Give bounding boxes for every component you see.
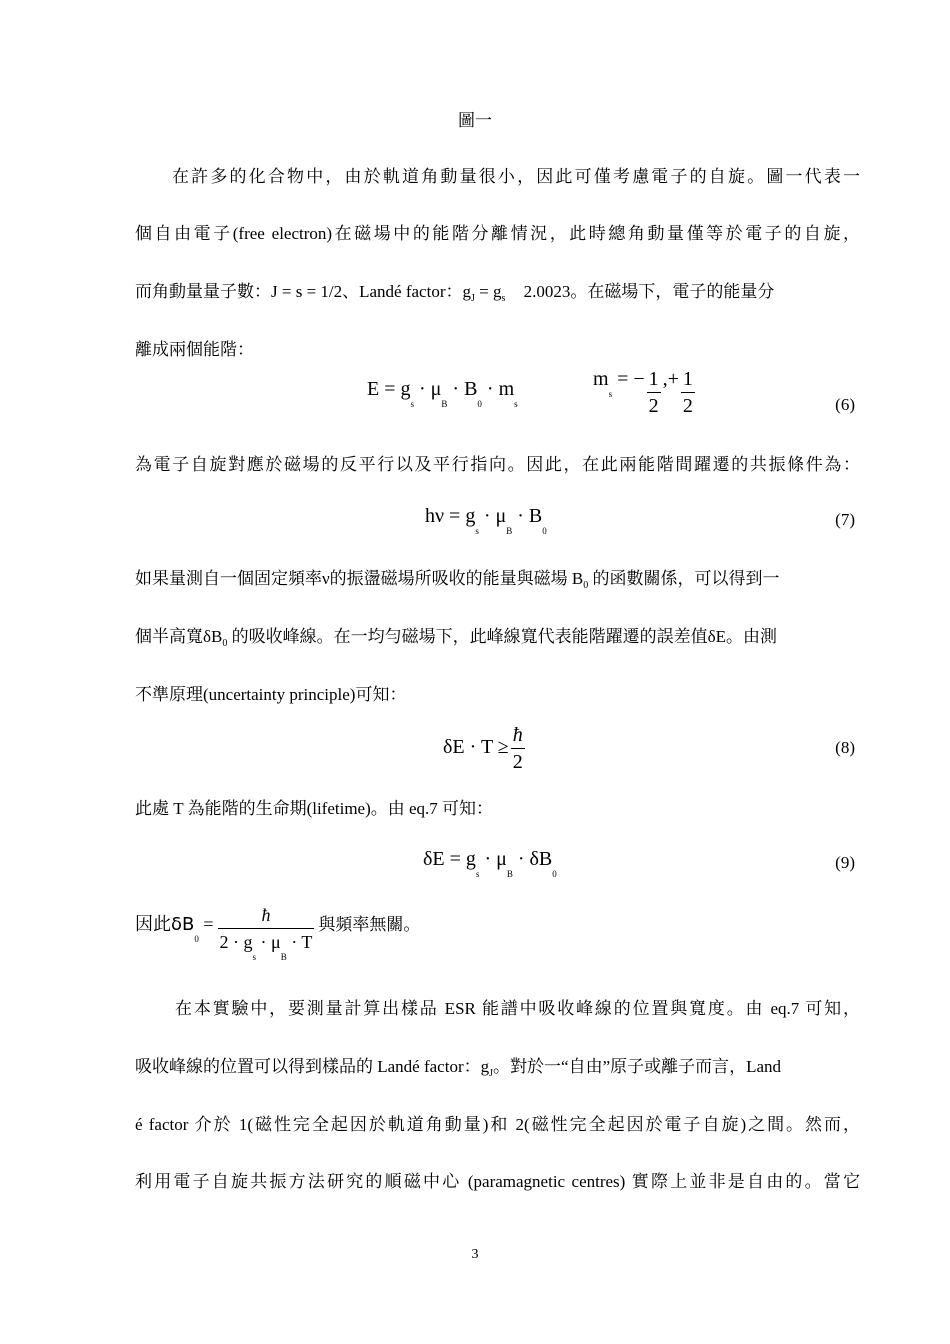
equation-6 — [367, 378, 518, 409]
eq7-sub-0: 0 — [542, 526, 547, 536]
equation-7-number: (7) — [835, 510, 855, 529]
equation-10-line — [135, 902, 421, 962]
eq10-suffix: 與頻率無關。 — [318, 915, 421, 936]
paragraph-1-line-3-b: = g — [474, 282, 502, 301]
subscript-s: s — [501, 293, 506, 304]
eq6-mu: · μ — [414, 378, 442, 400]
eq8-fraction: $\frac{ħ}{2}$ — [512, 724, 523, 773]
eq6-sub-s: s — [410, 399, 415, 409]
paragraph-1-line-1: 在許多的化合物中，由於軌道角動量很小，因此可僅考慮電子的自旋。圖一代表一 — [172, 167, 860, 187]
equation-8 — [443, 722, 527, 775]
eq6-b0: · B — [447, 378, 478, 400]
eq8-lhs: δE · T ≥ — [443, 736, 509, 759]
eq7-b: · B — [512, 505, 543, 527]
eq6-fraction-1: $\frac{1}{2}$ — [648, 368, 659, 417]
equation-6-spin-values — [593, 366, 697, 419]
paragraph-5-line-1: 在本實驗中，要測量計算出樣品 ESR 能譜中吸收峰線的位置與寬度。由 eq.7 可知， — [175, 999, 860, 1018]
paragraph-3-sub-0b: 0 — [222, 638, 228, 649]
paragraph-5-line-4: 利用電子自旋共振方法研究的順磁中心 (paramagnetic centres) 實際上並非是自由的。當它 — [135, 1172, 860, 1191]
equation-8-number: (8) — [835, 738, 855, 757]
eq6-sub-B: B — [441, 399, 448, 409]
eq9-sub-B: B — [506, 869, 513, 879]
paragraph-3-line-1-b: 的函數關係，可以得到一 — [588, 569, 780, 588]
eq6-comma-plus: ,+ — [662, 368, 679, 391]
eq10-prefix: 因此δB — [135, 914, 195, 936]
paragraph-1-line-2: 個自由電子(free electron)在磁場中的能階分離情況，此時總角動量僅等於電子的自旋， — [135, 224, 860, 243]
paragraph-3-sub-0: 0 — [583, 580, 589, 591]
paragraph-3-line-2 — [135, 625, 860, 652]
eq6-ms-sub: s — [608, 389, 613, 400]
paragraph-2: 為電子自旋對應於磁場的反平行以及平行指向。因此，在此兩能階間躍遷的共振條件為： — [135, 455, 860, 475]
paragraph-3-line-1-a: 如果量測自一個固定頻率ν的振盪磁場所吸收的能量與磁場 B — [135, 569, 584, 588]
eq6-sub-0: 0 — [477, 399, 482, 409]
eq6-fraction-2: $\frac{1}{2}$ — [682, 368, 693, 417]
eq6-equals: = − — [612, 368, 645, 391]
paragraph-3-line-2-b: 的吸收峰線。在一均勻磁場下，此峰線寬代表能階躍遷的誤差值δE。由測 — [227, 627, 778, 646]
eq10-fraction: $\frac{ħ}{2 \cdot g_s \cdot \mu_B \cdot T}$ — [219, 905, 313, 962]
eq9-lhs: δE = g — [423, 848, 476, 870]
paragraph-5-line-2-a: 吸收峰線的位置可以得到樣品的 Landé factor：g — [135, 1057, 490, 1076]
eq9-sub-0: 0 — [552, 869, 557, 879]
eq10-equals: = — [198, 914, 214, 935]
eq6-m: · m — [481, 378, 515, 400]
paragraph-5-sub-J: J — [489, 1068, 494, 1079]
equation-6-number: (6) — [835, 395, 855, 414]
paragraph-5-line-3: é factor 介於 1(磁性完全起因於軌道角動量)和 2(磁性完全起因於電子自旋)之間。然而， — [135, 1115, 860, 1134]
eq6-ms: m — [593, 368, 609, 391]
eq7-lhs: hν = g — [425, 505, 476, 527]
paragraph-3-line-1 — [135, 567, 860, 594]
eq9-db: · δB — [512, 848, 553, 870]
paragraph-4: 此處 T 為能階的生命期(lifetime)。由 eq.7 可知： — [135, 799, 494, 818]
paragraph-1-line-3 — [135, 280, 860, 307]
eq7-mu: · μ — [478, 505, 507, 527]
paragraph-5-line-2 — [135, 1055, 860, 1082]
paragraph-3-line-2-a: 個半高寬δB — [135, 627, 223, 646]
eq9-sub-s: s — [475, 869, 480, 879]
paragraph-1-line-3-c: 2.0023。在磁場下，電子的能量分 — [519, 282, 775, 301]
page-number: 3 — [471, 1247, 479, 1262]
paragraph-3-line-3: 不準原理(uncertainty principle)可知： — [135, 685, 407, 704]
subscript-J: J — [471, 293, 475, 304]
eq7-sub-s: s — [475, 526, 479, 536]
paragraph-1-line-4: 離成兩個能階： — [135, 340, 254, 360]
eq6-lhs: E = g — [367, 378, 411, 400]
figure-caption: 圖一 — [458, 111, 492, 131]
equation-7 — [425, 505, 547, 536]
equation-9 — [423, 848, 557, 879]
paragraph-1-line-3-a: 而角動量量子數：J = s = 1/2、Landé factor：g — [135, 282, 471, 301]
paragraph-5-line-2-b: 。對於一“自由”原子或離子而言，Land — [493, 1057, 782, 1076]
eq7-sub-B: B — [506, 526, 513, 536]
equation-9-number: (9) — [835, 853, 855, 872]
eq10-sub-0: 0 — [194, 934, 199, 945]
eq6-sub-s2: s — [514, 399, 518, 409]
eq9-mu: · μ — [479, 848, 507, 870]
